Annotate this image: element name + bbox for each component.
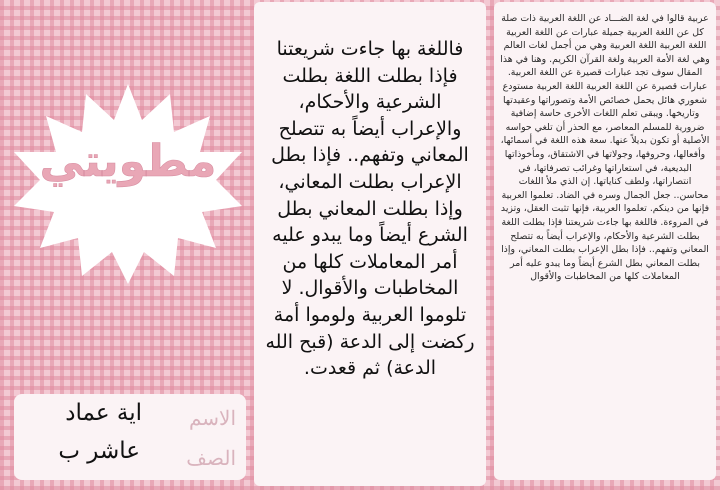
article-text-right: عربية قالوا في لغة الضـــاد عن اللغة العربية ذات صلة كل عن اللغة العربية جميلة عبارات عن اللغة العربية اللغة العربية اللغة العربية وهي من أجمل لغات العالم وهي لغة الأمة العربية ولغة القرآن الكريم. وهنا في هذا المقال سوف تجد عبارات قصيرة عن اللغة العربية. عبارات قصيرة عن اللغة العربية اللغة العربية مستودع شعوري هائل يحمل خصائص الأمة وتصوراتها وعقيدتها وتاريخها. ويبقى تعلم اللغات الأخرى حاسة إضافية ضرورية للمسلم المعاصر، مع الحذر أن تلغي حواسه الأصلية أو تكون بديلاً عنها. سعة هذه اللغة في أسمائها، وأفعالها، وحروفها، وجولاتها في الاشتقاق، ومأخوذاتها البديعية، في استعاراتها وغرائب تصرفاتها، في انتصاراتها، ولطف كناياتها. إن الذي ملأ اللغات محاسن.. جعل الجمال وسره في الضاد. تعلموا العربية فإنها من دينكم. تعلموا العربية، فإنها تثبت العقل، وتزيد في المروءة. فاللغة بها جاءت شريعتنا فإذا بطلت اللغة بطلت الشرعية والأحكام، والإعراب أيضاً به تتصلح المعاني وتفهم.. فإذا بطل الإعراب بطلت المعاني، وإذا بطلت المعاني بطل الشرع أيضاً وما يبدو عليه أمر المعاملات كلها من المخاطبات والأقوال <box>500 13 710 283</box>
badge-title: مطويتي <box>39 136 217 187</box>
name-value: اية عماد <box>65 400 142 426</box>
badge-starburst <box>10 80 246 286</box>
article-column-middle <box>254 2 486 486</box>
article-column-right <box>494 2 716 480</box>
article-text-middle: فاللغة بها جاءت شريعتنا فإذا بطلت اللغة بطلت الشرعية والأحكام، والإعراب أيضاً به تتصلح المعاني وتفهم.. فإذا بطل الإعراب بطلت المعاني، وإذا بطلت المعاني بطل الشرع أيضاً وما يبدو عليه أمر المعاملات كلها من المخاطبات والأقوال. لا تلوموا العربية ولوموا أمة ركضت إلى الدعة (قبح الله الدعة) ثم قعدت. <box>265 38 475 380</box>
name-label: الاسم <box>188 406 236 430</box>
class-value: عاشر ب <box>58 438 140 464</box>
class-label: الصف <box>186 446 236 470</box>
student-info-card <box>14 394 246 480</box>
